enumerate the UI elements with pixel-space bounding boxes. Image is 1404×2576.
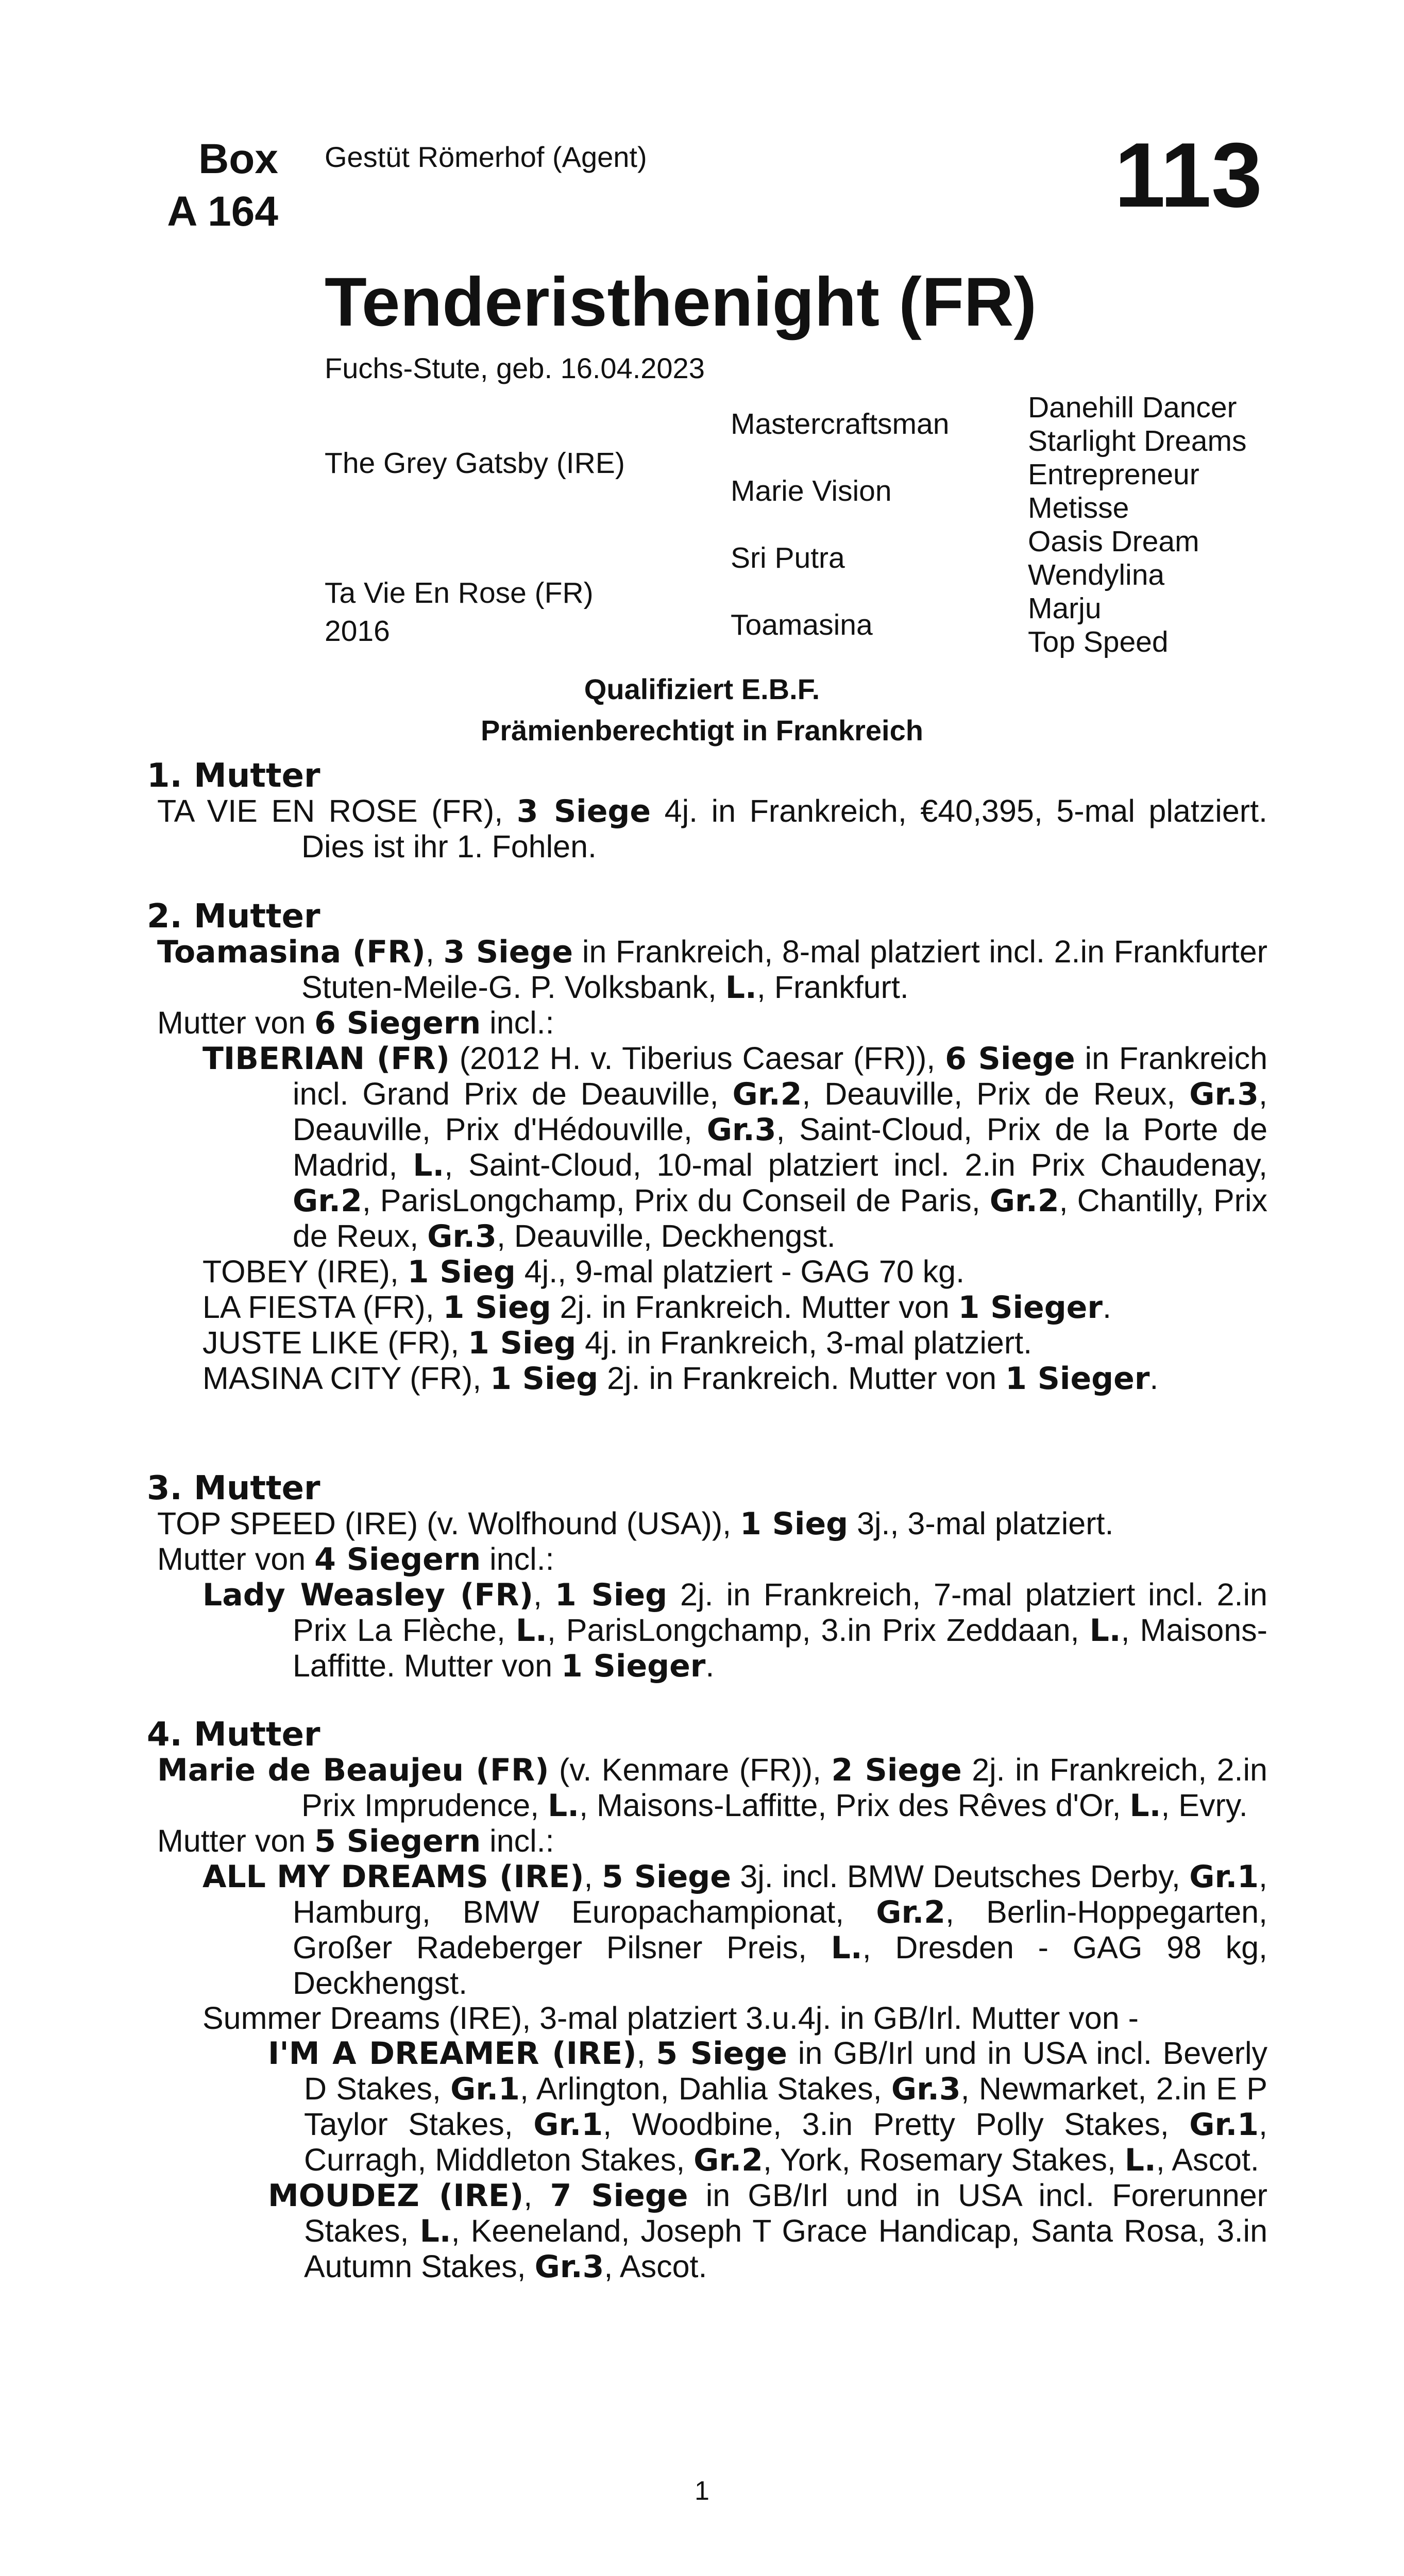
pedigree-sire: The Grey Gatsby (IRE) [325, 447, 625, 480]
bold-run: I'M A DREAMER (IRE) [268, 2036, 637, 2072]
bold-run: Lady Weasley (FR) [202, 1577, 533, 1613]
pedigree-entry [147, 1577, 1267, 1684]
bold-run: 1 Sieger [561, 1648, 706, 1684]
bold-run: 3 Siege [516, 793, 651, 829]
pedigree-entry [147, 934, 1267, 1005]
text-run: , [425, 934, 444, 969]
text-run: , Saint-Cloud, Prix de la Porte de Madrid, [293, 1112, 1268, 1182]
text-run: MASINA CITY (FR), [202, 1361, 490, 1396]
bold-run: L. [413, 1147, 445, 1183]
qualification-ebf: Qualifiziert E.B.F. [584, 673, 820, 705]
text-run: , Evry. [1161, 1788, 1248, 1823]
pedigree-entry [147, 1254, 1267, 1290]
pedigree-entry [147, 1752, 1267, 1823]
pedigree-entry [147, 1041, 1267, 1254]
pedigree-great-grandparent: Top Speed [1028, 625, 1169, 658]
section-fourth-dam [147, 1717, 1267, 2284]
bold-run: L. [831, 1930, 862, 1966]
pedigree-entry [147, 2036, 1267, 2178]
text-run: , Frankfurt. [756, 970, 909, 1005]
text-run: , York, Rosemary Stakes, [763, 2142, 1125, 2177]
text-run: 3j., 3-mal platziert. [848, 1506, 1114, 1541]
bold-run: 1 Sieger [1005, 1361, 1150, 1397]
bold-run: 6 Siegern [314, 1005, 481, 1041]
text-run: , Deauville, Prix de Reux, [802, 1076, 1190, 1111]
bold-run: Gr.3 [706, 1112, 776, 1148]
text-run: in GB/Irl und in USA incl. Beverly D Stakes, [304, 2036, 1267, 2106]
text-run: 4j., 9-mal platziert - GAG 70 kg. [515, 1254, 965, 1289]
horse-description: Fuchs-Stute, geb. 16.04.2023 [325, 352, 705, 384]
bold-run: 2 Siege [831, 1752, 962, 1788]
text-run: in Frankreich incl. Grand Prix de Deauville, [293, 1041, 1267, 1111]
text-run: Summer Dreams (IRE), 3-mal platziert 3.u.4j. in GB/Irl. Mutter von - [202, 2001, 1139, 2036]
text-run: , [636, 2036, 656, 2071]
text-run: 4j. in Frankreich, 3-mal platziert. [576, 1325, 1033, 1360]
pedigree-entry [147, 1005, 1267, 1041]
text-run: . [1102, 1290, 1111, 1325]
qualification-premium: Prämienberechtigt in Frankreich [481, 714, 923, 747]
text-run: , Hamburg, BMW Europachampionat, [293, 1859, 1267, 1929]
pedigree-entry [147, 2001, 1267, 2036]
box-label-line1: Box [198, 135, 278, 182]
text-run: Mutter von [157, 1541, 315, 1577]
section-third-dam [147, 1471, 1267, 1684]
pedigree-dam-year: 2016 [325, 615, 390, 648]
text-run: , Berlin-Hoppegarten, Großer Radeberger Pilsner Preis, [293, 1894, 1268, 1965]
section-heading: 3. Mutter [147, 1469, 320, 1507]
pedigree-entry [147, 1541, 1267, 1577]
bold-run: L. [1129, 1788, 1161, 1824]
bold-run: ALL MY DREAMS (IRE) [202, 1859, 584, 1895]
text-run: , Saint-Cloud, 10-mal platziert incl. 2.in Prix Chaudenay, [444, 1147, 1267, 1182]
horse-name: Tenderisthenight (FR) [325, 264, 1037, 341]
text-run: incl.: [481, 1541, 554, 1577]
bold-run: Gr.3 [1189, 1076, 1259, 1112]
bold-run: Gr.1 [533, 2107, 603, 2143]
text-run: , Ascot. [1156, 2142, 1259, 2177]
text-run: , Ascot. [604, 2249, 707, 2284]
text-run: , Dresden - GAG 98 kg, Deckhengst. [293, 1930, 1268, 2001]
bold-run: Gr.2 [989, 1183, 1059, 1219]
text-run: 2j. in Frankreich. Mutter von [551, 1290, 958, 1325]
bold-run: L. [548, 1788, 580, 1824]
bold-run: 1 Sieg [443, 1290, 551, 1326]
text-run: , Curragh, Middleton Stakes, [304, 2107, 1267, 2177]
section-second-dam [147, 899, 1267, 1396]
bold-run: L. [1089, 1613, 1121, 1649]
box-label [139, 133, 278, 238]
text-run: , Newmarket, 2.in E P Taylor Stakes, [304, 2071, 1267, 2142]
pedigree-great-grandparent: Starlight Dreams [1028, 425, 1247, 457]
bold-run: Gr.1 [1189, 1859, 1259, 1895]
bold-run: 1 Sieg [490, 1361, 599, 1397]
pedigree-entry [147, 1325, 1267, 1361]
bold-run: Gr.2 [732, 1076, 802, 1112]
text-run: , [523, 2178, 550, 2213]
text-run: in GB/Irl und in USA incl. Forerunner Stakes, [304, 2178, 1267, 2248]
text-run: , Maisons-Laffitte. Mutter von [293, 1613, 1267, 1683]
bold-run: Toamasina (FR) [157, 934, 426, 970]
text-run: Mutter von [157, 1005, 315, 1040]
bold-run: Gr.1 [450, 2071, 520, 2107]
text-run: , Keeneland, Joseph T Grace Handicap, Santa Rosa, 3.in Autumn Stakes, [304, 2213, 1267, 2284]
lot-number: 113 [1114, 124, 1262, 226]
pedigree-entry [147, 2178, 1267, 2284]
bold-run: L. [1124, 2142, 1156, 2178]
page-number: 1 [695, 2476, 709, 2506]
pedigree-grandparent: Sri Putra [731, 541, 845, 574]
section-heading: 2. Mutter [147, 897, 320, 936]
text-run: , [584, 1859, 602, 1894]
text-run: incl.: [481, 1823, 554, 1858]
text-run: 2j. in Frankreich, 2.in Prix Imprudence, [301, 1752, 1267, 1823]
pedigree-entry [147, 1506, 1267, 1541]
bold-run: Gr.2 [293, 1183, 362, 1219]
bold-run: 5 Siege [601, 1859, 731, 1895]
text-run: 4j. in Frankreich, €40,395, 5-mal platziert. Dies ist ihr 1. Fohlen. [301, 793, 1267, 864]
text-run: , Deauville, Prix d'Hédouville, [293, 1076, 1267, 1147]
pedigree-dam: Ta Vie En Rose (FR) [325, 577, 594, 609]
text-run: LA FIESTA (FR), [202, 1290, 443, 1325]
text-run: , Maisons-Laffitte, Prix des Rêves d'Or, [579, 1788, 1130, 1823]
bold-run: 6 Siege [945, 1041, 1075, 1077]
text-run: . [1149, 1361, 1159, 1396]
text-run: (v. Kenmare (FR)), [549, 1752, 832, 1787]
pedigree-great-grandparent: Oasis Dream [1028, 525, 1199, 558]
bold-run: 7 Siege [550, 2178, 688, 2214]
text-run: 2j. in Frankreich. Mutter von [598, 1361, 1006, 1396]
text-run: , [533, 1577, 555, 1612]
pedigree-entry [147, 1823, 1267, 1859]
pedigree-entry [147, 1859, 1267, 2001]
text-run: , ParisLongchamp, 3.in Prix Zeddaan, [547, 1613, 1090, 1648]
bold-run: L. [515, 1613, 547, 1649]
bold-run: L. [725, 970, 757, 1006]
pedigree-great-grandparent: Wendylina [1028, 558, 1165, 591]
pedigree-grandparent: Marie Vision [731, 474, 892, 507]
text-run: 3j. incl. BMW Deutsches Derby, [731, 1859, 1190, 1894]
bold-run: TIBERIAN (FR) [202, 1041, 450, 1077]
text-run: JUSTE LIKE (FR), [202, 1325, 468, 1360]
bold-run: Marie de Beaujeu (FR) [157, 1752, 549, 1788]
bold-run: MOUDEZ (IRE) [268, 2178, 524, 2214]
consignor-agent: Gestüt Römerhof (Agent) [325, 141, 647, 173]
text-run: , Chantilly, Prix de Reux, [293, 1183, 1267, 1253]
text-run: (2012 H. v. Tiberius Caesar (FR)), [449, 1041, 945, 1076]
pedigree-great-grandparent: Danehill Dancer [1028, 391, 1237, 424]
section-heading: 1. Mutter [147, 757, 320, 795]
bold-run: 1 Sieg [740, 1506, 849, 1542]
text-run: , Arlington, Dahlia Stakes, [519, 2071, 891, 2106]
section-first-dam [147, 758, 1267, 864]
box-label-line2: A 164 [167, 188, 278, 235]
pedigree-grandparent: Toamasina [731, 608, 873, 641]
bold-run: Gr.2 [876, 1894, 946, 1930]
text-run: incl.: [481, 1005, 554, 1040]
bold-run: Gr.2 [693, 2142, 763, 2178]
bold-run: Gr.1 [1189, 2107, 1259, 2143]
bold-run: L. [419, 2213, 451, 2249]
text-run: in Frankreich, 8-mal platziert incl. 2.in Frankfurter Stuten-Meile-G. P. Volksbank, [301, 934, 1267, 1005]
pedigree-grandparent: Mastercraftsman [731, 408, 950, 440]
pedigree-great-grandparent: Metisse [1028, 492, 1129, 524]
bold-run: 3 Siege [443, 934, 573, 970]
text-run: , ParisLongchamp, Prix du Conseil de Paris, [362, 1183, 990, 1218]
text-run: TOBEY (IRE), [202, 1254, 408, 1289]
pedigree-entry [147, 1290, 1267, 1325]
bold-run: Gr.3 [534, 2249, 604, 2285]
bold-run: 1 Sieg [407, 1254, 516, 1290]
bold-run: 5 Siege [656, 2036, 787, 2072]
section-heading: 4. Mutter [147, 1716, 320, 1754]
qualifications [0, 669, 1404, 751]
text-run: 2j. in Frankreich, 7-mal platziert incl. 2.in Prix La Flèche, [293, 1577, 1267, 1648]
bold-run: Gr.3 [891, 2071, 961, 2107]
bold-run: Gr.3 [427, 1218, 497, 1255]
pedigree-entry [147, 1361, 1267, 1396]
bold-run: 5 Siegern [314, 1823, 481, 1859]
text-run: TOP SPEED (IRE) (v. Wolfhound (USA)), [157, 1506, 740, 1541]
text-run: TA VIE EN ROSE (FR), [157, 793, 517, 828]
text-run: , Woodbine, 3.in Pretty Polly Stakes, [603, 2107, 1190, 2142]
pedigree-great-grandparent: Entrepreneur [1028, 458, 1199, 491]
text-run: , Deauville, Deckhengst. [496, 1218, 836, 1253]
bold-run: 1 Sieg [554, 1577, 668, 1613]
bold-run: 1 Sieger [958, 1290, 1103, 1326]
bold-run: 4 Siegern [314, 1541, 481, 1578]
pedigree-entry [147, 793, 1267, 864]
pedigree-great-grandparent: Marju [1028, 592, 1102, 625]
text-run: Mutter von [157, 1823, 315, 1858]
bold-run: 1 Sieg [468, 1325, 577, 1361]
text-run: . [705, 1648, 715, 1683]
